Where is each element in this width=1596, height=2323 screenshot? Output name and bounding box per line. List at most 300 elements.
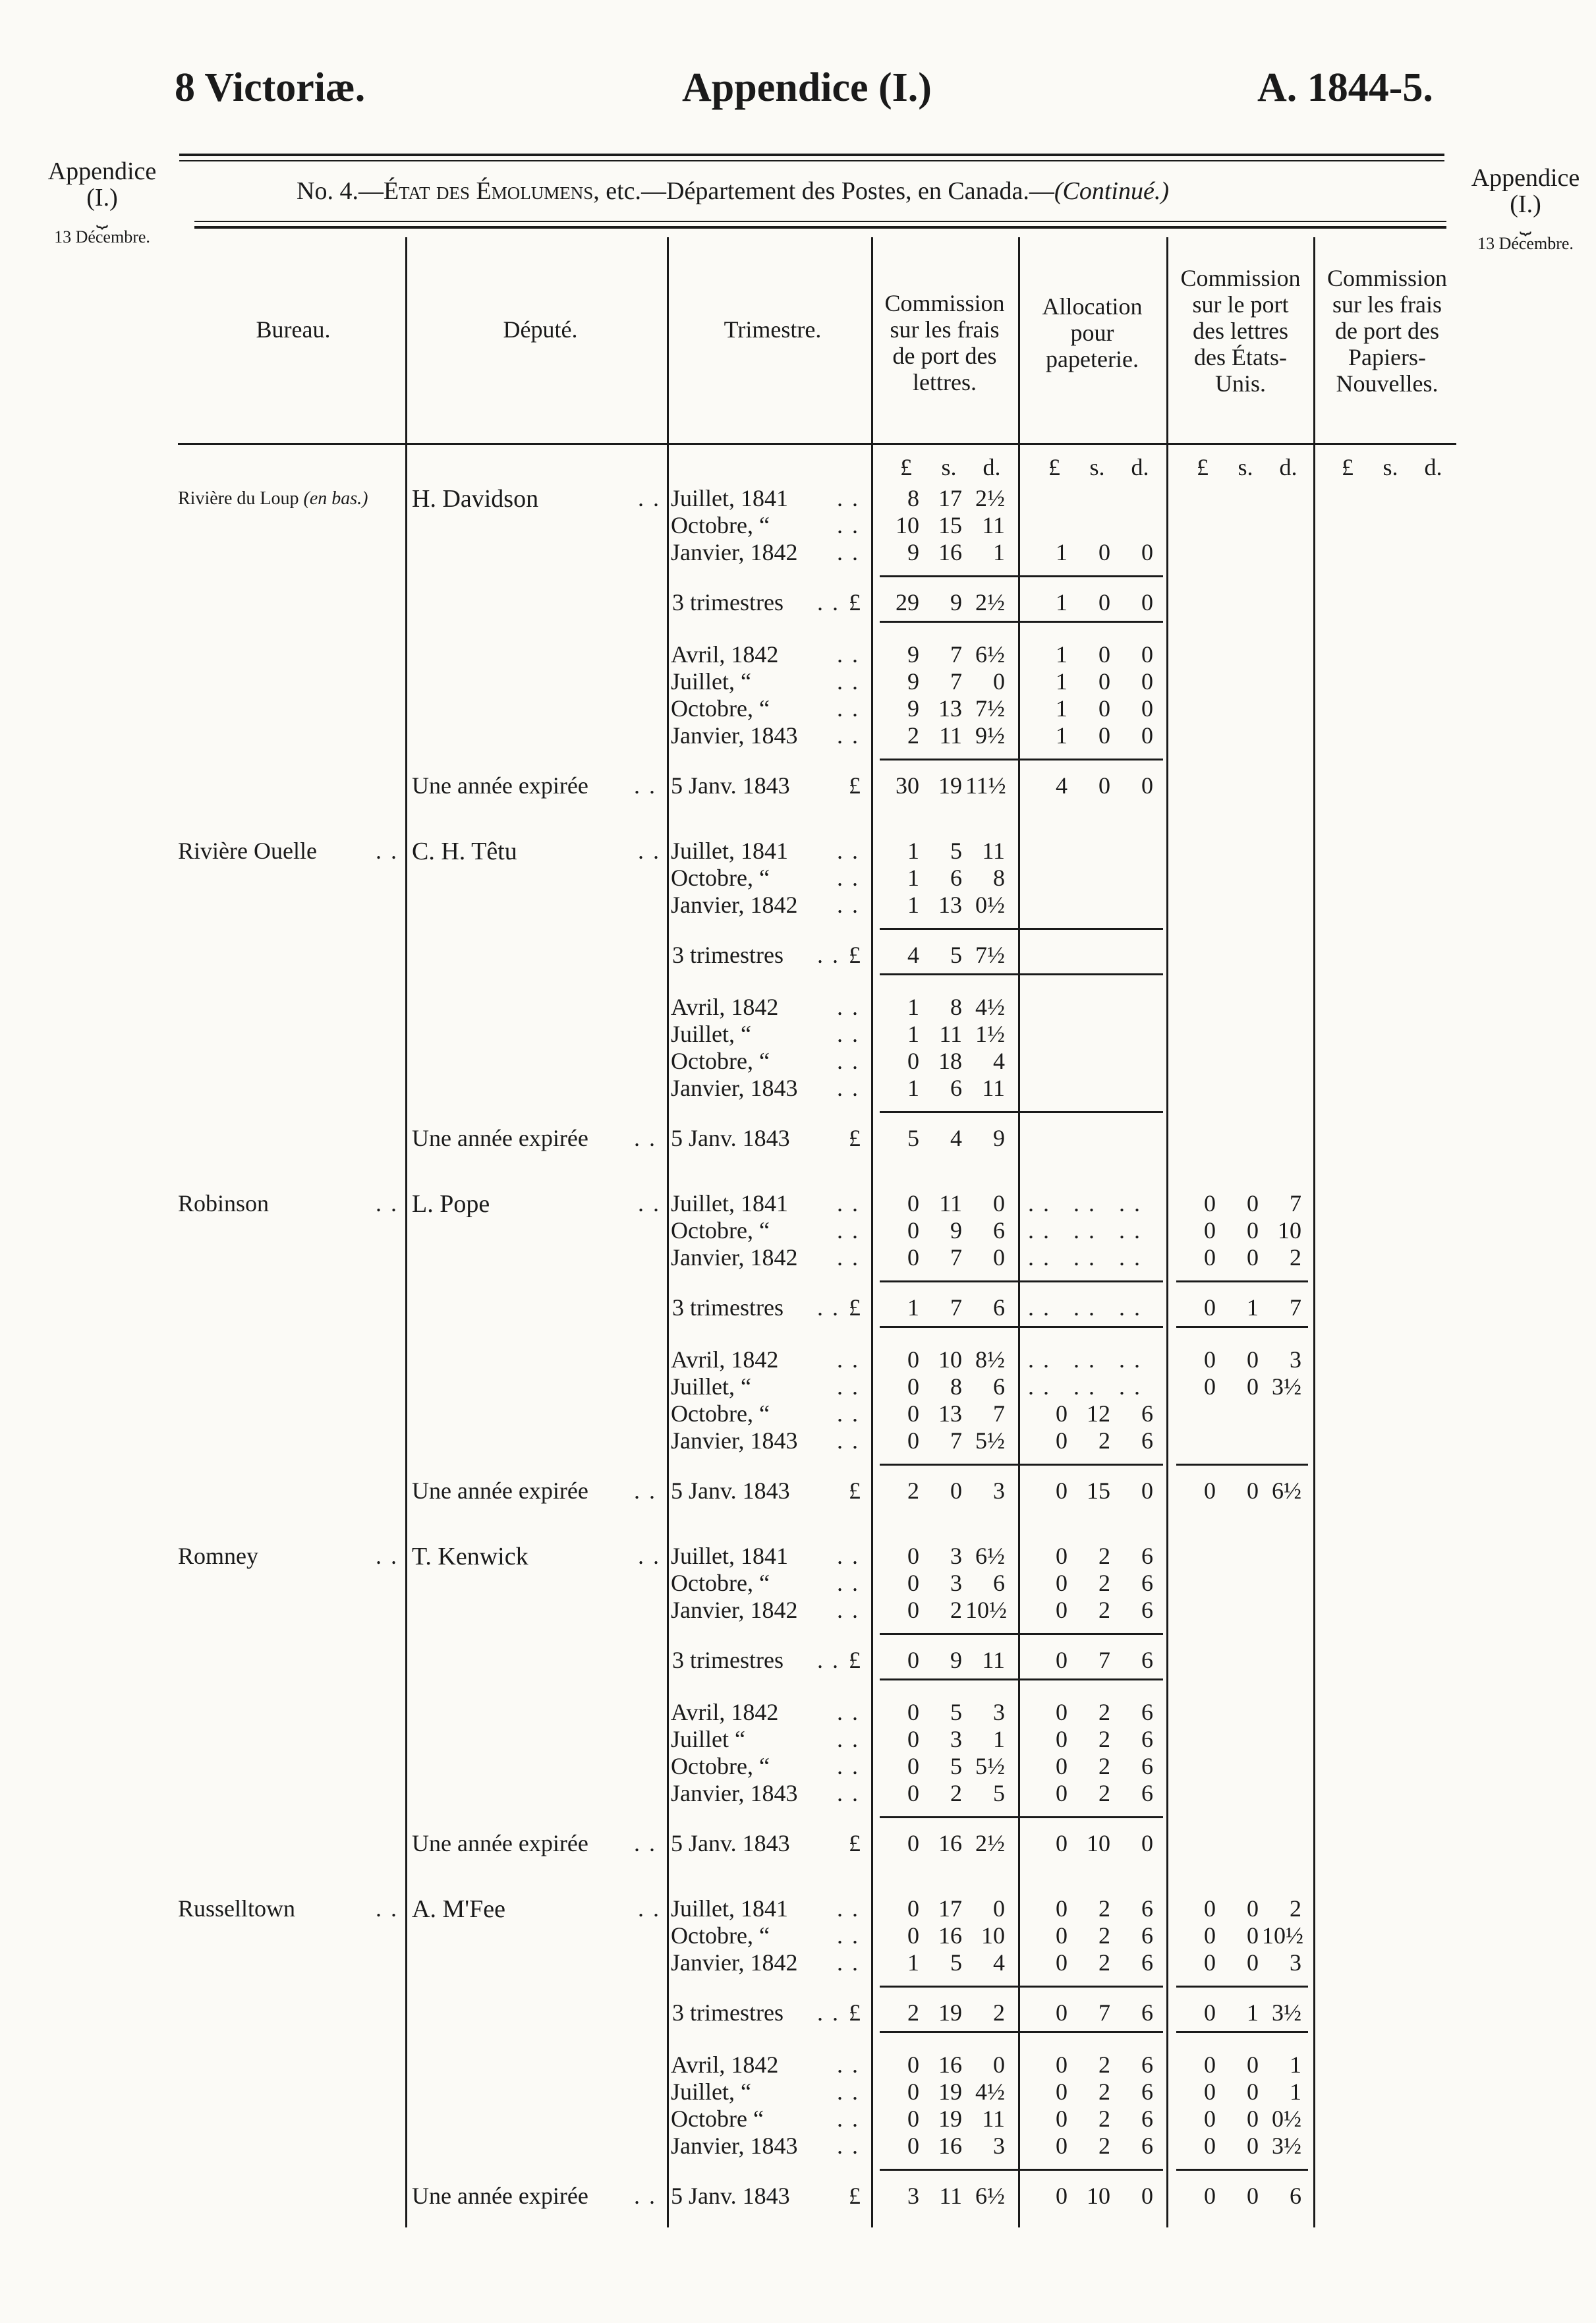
amount-a-d: 0 [1141,589,1153,616]
amount-c-s: 9 [950,589,962,616]
amount-c-l: 0 [907,2079,919,2105]
leader-dots: .. [837,1949,867,1976]
office-bureau: Russelltown [178,1895,296,1922]
leader-dots: .. [837,695,867,722]
amount-u-d: 10½ [1262,1922,1303,1949]
amount-a-d: 0 [1141,722,1153,749]
currency-sign: £ [849,1477,861,1504]
amount-a-d: 6 [1141,2133,1153,2159]
amount-a-s: 0 [1098,722,1110,749]
amount-c-s: 9 [950,1217,962,1244]
amount-c-s: 9 [950,1647,962,1673]
leader-dots: .. [817,589,847,616]
leader-dots: .. [837,1021,867,1047]
amount-c-d: 6½ [975,641,1005,668]
unit-s: s. [1238,454,1253,480]
amount-c-l: 8 [907,485,919,511]
leader-dots: .. [817,1999,847,2026]
currency-sign: £ [849,1294,861,1321]
amount-c-d: 5½ [975,1427,1005,1454]
amount-a-s: 2 [1098,2079,1110,2105]
amount-a-d: 6 [1141,1597,1153,1623]
amount-c-l: 0 [907,1400,919,1427]
amount-c-d: 11½ [965,772,1006,799]
unit-d: d. [1424,454,1442,480]
amount-a-s: 15 [1087,1477,1110,1504]
amount-a-l: 0 [1056,1999,1068,2026]
amount-u-l: 0 [1204,1346,1216,1373]
amount-u-s: 0 [1247,2079,1259,2105]
amount-u-d: 1 [1290,2079,1301,2105]
amount-u-s: 0 [1247,1922,1259,1949]
amount-a-s: 0 [1098,641,1110,668]
office-depute: C. H. Têtu [412,838,517,865]
amount-u-l: 0 [1204,1477,1216,1504]
amount-c-s: 16 [938,1922,962,1949]
amount-c-d: 4½ [975,2079,1005,2105]
margin-appendice-number: (I.) [86,184,118,212]
trimestre-label: Octobre, “ [671,1753,770,1779]
amount-a-l: 0 [1056,1895,1068,1922]
unit-s: s. [1382,454,1398,480]
amount-a-d: 6 [1141,1543,1153,1569]
amount-a-d: 0 [1141,772,1153,799]
empty-leader-dots: .. .. .. [1028,1373,1149,1400]
trimestre-label: Juillet, 1841 [671,485,788,511]
leader-dots: .. [376,1895,406,1922]
amount-c-d: 2½ [975,485,1005,511]
amount-c-l: 3 [907,2183,919,2209]
leader-dots: .. [634,1477,664,1504]
amount-u-s: 0 [1247,1190,1259,1217]
amount-a-s: 0 [1098,539,1110,565]
amount-c-l: 0 [907,2106,919,2132]
amount-c-d: 4 [993,1949,1005,1976]
amount-c-d: 2½ [975,1830,1005,1856]
amount-u-l: 0 [1204,1294,1216,1321]
amount-c-d: 11 [982,1075,1005,1101]
amount-a-s: 12 [1087,1400,1110,1427]
amount-u-l: 0 [1204,1190,1216,1217]
amount-c-s: 11 [939,2183,962,2209]
amount-c-l: 9 [907,695,919,722]
amount-a-d: 6 [1141,1427,1153,1454]
trimestre-label: Juillet, 1841 [671,1895,788,1922]
col-header-line: Commission [1180,265,1301,291]
amount-c-d: 5 [993,1780,1005,1806]
margin-appendice-number: (I.) [1510,190,1541,218]
leader-dots: .. [837,1753,867,1779]
currency-sign: £ [849,942,861,968]
amount-c-s: 3 [950,1570,962,1596]
year-label: 5 Janv. 1843 [671,772,790,799]
col-header-depute: Député. [503,316,578,343]
office-bureau: Robinson [178,1190,270,1217]
amount-a-d: 6 [1141,2051,1153,2078]
year-label: 5 Janv. 1843 [671,1125,790,1151]
amount-a-d: 0 [1141,668,1153,695]
amount-c-d: 6 [993,1570,1005,1596]
margin-brace-icon: ⏟ [1520,213,1531,235]
amount-u-l: 0 [1204,2183,1216,2209]
amount-a-d: 6 [1141,1699,1153,1725]
amount-u-s: 0 [1247,1895,1259,1922]
amount-c-s: 16 [938,1830,962,1856]
leader-dots: .. [638,838,668,864]
trimestre-label: Janvier, 1842 [671,1244,798,1271]
col-header-line: papeterie. [1046,346,1139,372]
trimestre-label: Octobre “ [671,2106,764,2132]
leader-dots: .. [837,485,867,511]
amount-a-d: 0 [1141,1830,1153,1856]
amount-u-d: 10 [1278,1217,1301,1244]
amount-u-l: 0 [1204,1217,1216,1244]
amount-a-l: 0 [1056,1477,1068,1504]
amount-a-l: 1 [1056,695,1068,722]
amount-u-s: 0 [1247,1477,1259,1504]
amount-a-s: 2 [1098,1699,1110,1725]
amount-c-s: 19 [938,2106,962,2132]
amount-u-l: 0 [1204,2051,1216,2078]
amount-c-d: 3 [993,1699,1005,1725]
unit-s: s. [1089,454,1105,480]
amount-c-s: 6 [950,865,962,891]
year-expired-label: Une année expirée [412,1125,588,1151]
amount-c-l: 0 [907,1922,919,1949]
col-header-line: Allocation [1042,293,1143,320]
office-bureau: Rivière Ouelle [178,838,317,864]
leader-dots: .. [837,2051,867,2078]
amount-c-d: 0 [993,1190,1005,1217]
amount-a-d: 6 [1141,1753,1153,1779]
amount-c-s: 13 [938,695,962,722]
amount-c-l: 0 [907,2051,919,2078]
amount-a-d: 6 [1141,1570,1153,1596]
amount-c-l: 0 [907,1190,919,1217]
amount-a-s: 7 [1098,1999,1110,2026]
amount-c-l: 2 [907,1999,919,2026]
trimestre-label: Avril, 1842 [671,2051,779,2078]
amount-c-l: 0 [907,1726,919,1752]
leader-dots: .. [837,539,867,565]
margin-appendice: Appendice [1471,164,1580,192]
amount-a-s: 2 [1098,2106,1110,2132]
amount-a-l: 0 [1056,2183,1068,2209]
leader-dots: .. [638,485,668,511]
amount-a-l: 1 [1056,589,1068,616]
amount-c-d: 11 [982,512,1005,538]
trimestre-label: Juillet, 1841 [671,1543,788,1569]
amount-c-s: 7 [950,1294,962,1321]
empty-leader-dots: .. .. .. [1028,1346,1149,1373]
year-expired-label: Une année expirée [412,2183,588,2209]
amount-a-s: 0 [1098,695,1110,722]
amount-a-d: 6 [1141,2079,1153,2105]
leader-dots: .. [376,1190,406,1217]
amount-c-d: 1 [993,539,1005,565]
trimestre-label: Juillet, “ [671,2079,751,2105]
leader-dots: .. [837,2133,867,2159]
amount-a-d: 0 [1141,1477,1153,1504]
amount-c-l: 10 [896,512,919,538]
leader-dots: .. [837,1400,867,1427]
col-header-commission-lettres [871,290,1018,395]
leader-dots: .. [837,1543,867,1569]
amount-a-s: 2 [1098,2051,1110,2078]
unit-l: £ [900,454,912,480]
amount-c-d: 6 [993,1217,1005,1244]
amount-a-s: 2 [1098,1753,1110,1779]
amount-c-l: 9 [907,668,919,695]
col-header-line: Commission [1326,265,1448,291]
amount-a-d: 0 [1141,695,1153,722]
amount-c-l: 0 [907,1427,919,1454]
amount-a-l: 0 [1056,1647,1068,1673]
col-header-line: pour [1070,320,1114,346]
header-center: Appendice (I.) [682,65,932,110]
leader-dots: .. [837,1075,867,1101]
amount-u-d: 3 [1290,1346,1301,1373]
amount-u-s: 0 [1247,2183,1259,2209]
table-title: No. 4.—État des Émolumens, etc.—Département des Postes, en Canada.—(Continué.) [297,177,1169,205]
amount-c-l: 9 [907,539,919,565]
col-header-trimestre: Trimestre. [724,316,822,343]
amount-c-l: 0 [907,1217,919,1244]
amount-a-s: 0 [1098,772,1110,799]
unit-d: d. [1279,454,1297,480]
amount-a-l: 0 [1056,1699,1068,1725]
amount-c-s: 5 [950,1753,962,1779]
amount-a-d: 6 [1141,1726,1153,1752]
amount-c-l: 29 [896,589,919,616]
leader-dots: .. [376,838,406,864]
margin-note-right [1456,165,1595,257]
trimestre-label: Janvier, 1843 [671,1427,798,1454]
amount-c-s: 7 [950,668,962,695]
header-right: A. 1844-5. [1257,65,1433,110]
trimestre-label: Juillet, 1841 [671,838,788,864]
trimestre-label: Avril, 1842 [671,1346,779,1373]
amount-a-l: 0 [1056,1726,1068,1752]
amount-c-d: 9 [993,1125,1005,1151]
amount-c-d: 11 [982,838,1005,864]
trimestre-label: Juillet, “ [671,1373,751,1400]
amount-c-s: 7 [950,1427,962,1454]
amount-c-l: 0 [907,2133,919,2159]
amount-a-s: 2 [1098,1597,1110,1623]
leader-dots: .. [837,838,867,864]
trimestre-label: Avril, 1842 [671,641,779,668]
trimestre-label: Octobre, “ [671,512,770,538]
amount-a-s: 2 [1098,1780,1110,1806]
amount-c-s: 3 [950,1726,962,1752]
amount-u-d: 0½ [1272,2106,1301,2132]
col-header-line: sur les frais [890,316,1000,343]
total-label: 3 trimestres [672,1999,784,2026]
amount-c-d: 3 [993,2133,1005,2159]
margin-brace-icon: ⏟ [96,206,108,228]
amount-a-d: 6 [1141,1780,1153,1806]
amount-a-d: 0 [1141,2183,1153,2209]
amount-c-d: 4 [993,1048,1005,1074]
amount-a-d: 6 [1141,1895,1153,1922]
amount-c-s: 15 [938,512,962,538]
amount-c-l: 1 [907,838,919,864]
amount-c-l: 0 [907,1647,919,1673]
amount-c-s: 5 [950,838,962,864]
year-label: 5 Janv. 1843 [671,1830,790,1856]
currency-sign: £ [849,1830,861,1856]
amount-u-d: 3½ [1272,1999,1301,2026]
amount-a-d: 6 [1141,1400,1153,1427]
amount-u-s: 0 [1247,1346,1259,1373]
trimestre-label: Octobre, “ [671,1048,770,1074]
amount-c-l: 5 [907,1125,919,1151]
amount-a-d: 6 [1141,2106,1153,2132]
amount-a-l: 0 [1056,2133,1068,2159]
currency-sign: £ [849,1125,861,1151]
amount-c-s: 4 [950,1125,962,1151]
trimestre-label: Juillet, “ [671,668,751,695]
amount-c-s: 13 [938,892,962,918]
col-header-line: sur les frais [1332,291,1442,318]
amount-c-s: 17 [938,485,962,511]
amount-a-s: 2 [1098,1949,1110,1976]
year-label: 5 Janv. 1843 [671,1477,790,1504]
leader-dots: .. [376,1543,406,1569]
amount-a-s: 2 [1098,1427,1110,1454]
col-header-line: des États- [1194,344,1287,370]
leader-dots: .. [837,512,867,538]
leader-dots: .. [634,1125,664,1151]
year-expired-label: Une année expirée [412,1830,588,1856]
amount-c-d: 1½ [975,1021,1005,1047]
amount-c-d: 6 [993,1373,1005,1400]
amount-a-d: 6 [1141,1949,1153,1976]
leader-dots: .. [837,1373,867,1400]
amount-c-s: 11 [939,1190,962,1217]
amount-c-d: 8½ [975,1346,1005,1373]
amount-u-d: 1 [1290,2051,1301,2078]
leader-dots: .. [638,1190,668,1217]
amount-c-l: 0 [907,1244,919,1271]
leader-dots: .. [837,1597,867,1623]
empty-leader-dots: .. .. .. [1028,1190,1149,1217]
leader-dots: .. [837,1726,867,1752]
amount-a-l: 0 [1056,2106,1068,2132]
year-expired-label: Une année expirée [412,772,588,799]
currency-sign: £ [849,2183,861,2209]
leader-dots: .. [634,2183,664,2209]
trimestre-label: Juillet, “ [671,1021,751,1047]
trimestre-label: Octobre, “ [671,865,770,891]
amount-c-s: 3 [950,1543,962,1569]
amount-u-s: 0 [1247,2106,1259,2132]
amount-a-l: 4 [1056,772,1068,799]
office-bureau: Rivière du Loup (en bas.) [178,488,368,509]
header-left: 8 Victoriæ. [175,65,366,110]
leader-dots: .. [837,1048,867,1074]
office-bureau: Romney [178,1543,258,1569]
amount-c-s: 2 [950,1597,962,1623]
trimestre-label: Janvier, 1843 [671,1075,798,1101]
amount-a-d: 6 [1141,1999,1153,2026]
amount-c-s: 13 [938,1400,962,1427]
empty-leader-dots: .. .. .. [1028,1244,1149,1271]
amount-a-l: 0 [1056,1830,1068,1856]
office-depute: H. Davidson [412,485,539,513]
unit-l: £ [1048,454,1060,480]
amount-a-s: 10 [1087,2183,1110,2209]
amount-c-d: 4½ [975,994,1005,1020]
office-depute: A. M'Fee [412,1895,505,1923]
amount-u-l: 0 [1204,1244,1216,1271]
amount-u-l: 0 [1204,2106,1216,2132]
leader-dots: .. [837,1895,867,1922]
leader-dots: .. [837,1244,867,1271]
amount-a-s: 2 [1098,1543,1110,1569]
amount-c-d: 1 [993,1726,1005,1752]
amount-u-s: 0 [1247,1373,1259,1400]
leader-dots: .. [837,1346,867,1373]
amount-c-s: 8 [950,994,962,1020]
amount-c-s: 19 [938,1999,962,2026]
currency-sign: £ [849,589,861,616]
amount-u-d: 7 [1290,1294,1301,1321]
trimestre-label: Juillet, 1841 [671,1190,788,1217]
unit-l: £ [1342,454,1354,480]
amount-u-d: 7 [1290,1190,1301,1217]
leader-dots: .. [638,1895,668,1922]
col-header-line: de port des [892,343,997,369]
amount-c-l: 1 [907,892,919,918]
amount-a-s: 0 [1098,589,1110,616]
amount-a-l: 0 [1056,2051,1068,2078]
amount-a-l: 1 [1056,641,1068,668]
margin-date: 13 Décembre. [1477,234,1574,253]
leader-dots: .. [837,865,867,891]
leader-dots: .. [837,641,867,668]
col-header-line: Unis. [1214,370,1266,397]
amount-c-l: 0 [907,1699,919,1725]
amount-a-l: 0 [1056,1780,1068,1806]
unit-d: d. [1131,454,1149,480]
amount-c-d: 7 [993,1400,1005,1427]
leader-dots: .. [817,942,847,968]
amount-a-s: 0 [1098,668,1110,695]
amount-a-l: 0 [1056,1597,1068,1623]
amount-c-l: 0 [907,1373,919,1400]
leader-dots: .. [837,1570,867,1596]
amount-c-d: 8 [993,865,1005,891]
amount-c-s: 5 [950,942,962,968]
amount-c-s: 6 [950,1075,962,1101]
unit-d: d. [983,454,1001,480]
amount-c-l: 0 [907,1830,919,1856]
total-label: 3 trimestres [672,942,784,968]
amount-c-s: 8 [950,1373,962,1400]
empty-leader-dots: .. .. .. [1028,1217,1149,1244]
trimestre-label: Janvier, 1842 [671,892,798,918]
leader-dots: .. [638,1543,668,1569]
leader-dots: .. [837,892,867,918]
leader-dots: .. [837,1217,867,1244]
amount-c-d: 10 [981,1922,1005,1949]
amount-c-d: 5½ [975,1753,1005,1779]
unit-s: s. [941,454,957,480]
office-depute: L. Pope [412,1190,490,1218]
trimestre-label: Janvier, 1842 [671,1949,798,1976]
